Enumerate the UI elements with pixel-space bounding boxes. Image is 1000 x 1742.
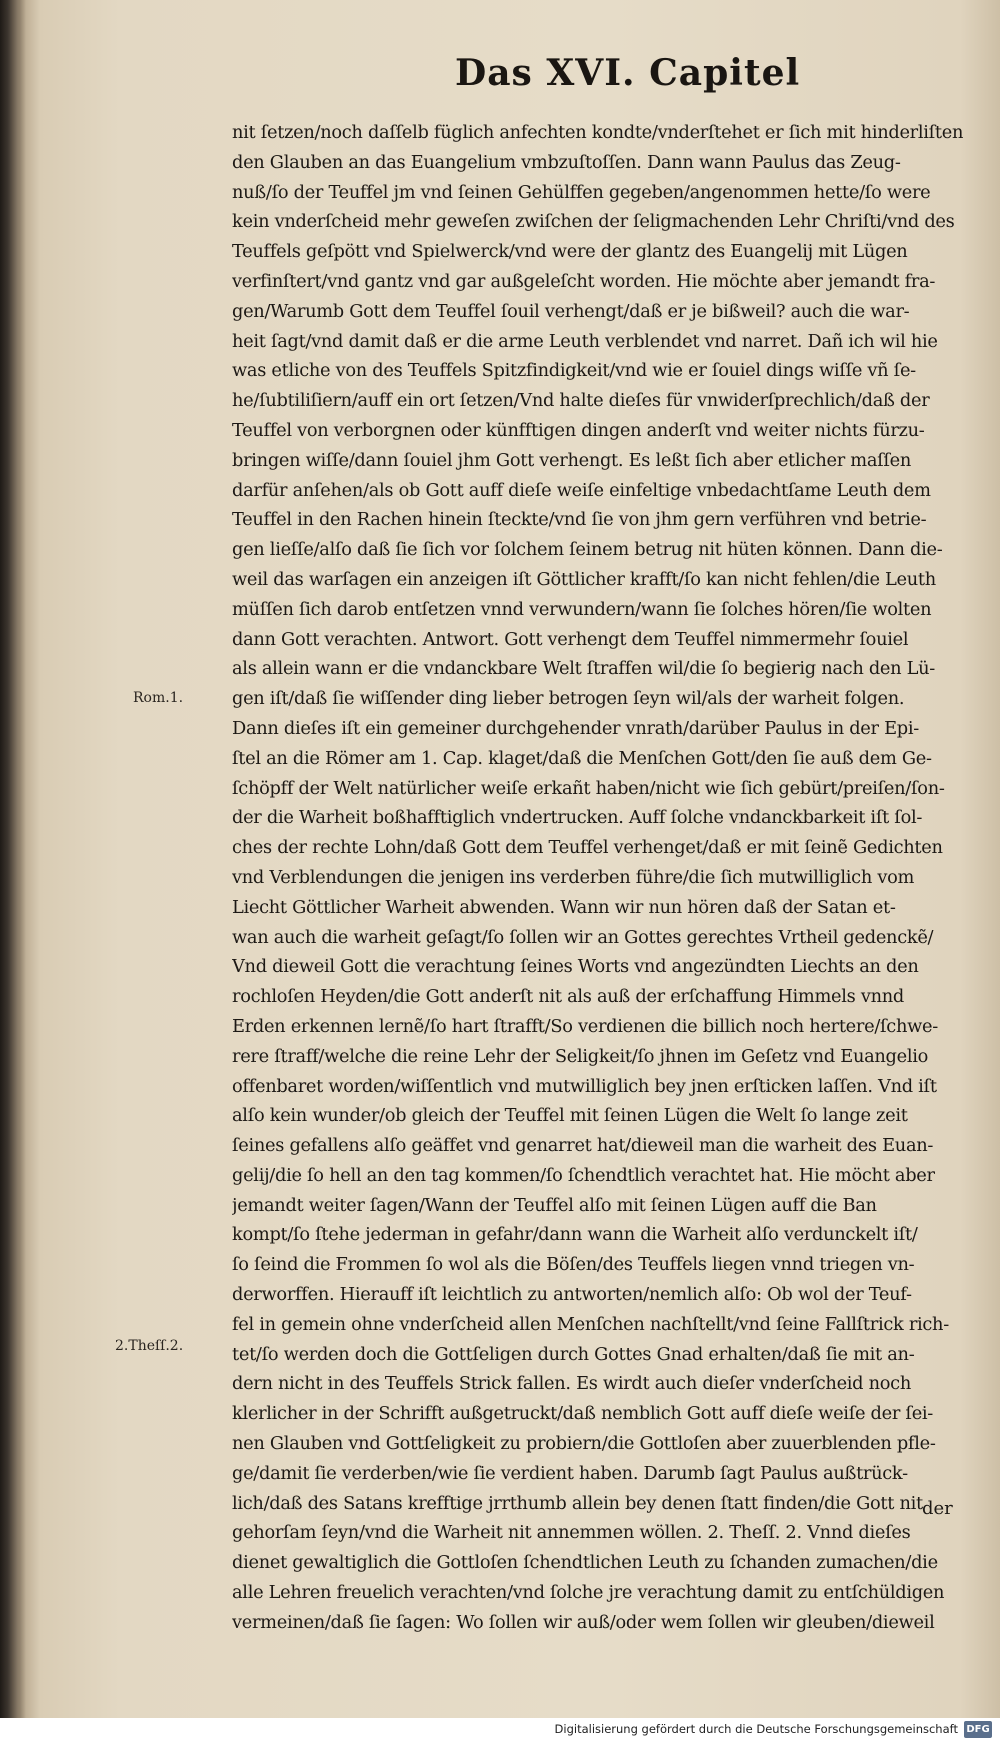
text-line: dann Gott verachten. Antwort. Gott verhengt dem Teuffel nimmermehr ſouiel (232, 628, 909, 650)
text-line: dienet gewaltiglich die Gottloſen ſchendtlichen Leuth zu ſchanden zumachen/die (232, 1552, 938, 1574)
text-line: was etliche von des Teuffels Spitzfindigkeit/vnd wie er ſouiel dings wiſſe vñ ſe- (232, 360, 916, 382)
text-line: ſtel an die Römer am 1. Cap. klaget/daß die Menſchen Gott/den ſie auß dem Ge- (232, 747, 932, 769)
digitization-footer (0, 1718, 1000, 1742)
body-text (232, 118, 972, 1638)
dfg-logo-icon: DFG (964, 1721, 992, 1738)
text-line: rere ſtraff/welche die reine Lehr der Seligkeit/ſo jhnen im Geſetz vnd Euangelio (232, 1045, 929, 1067)
text-line: derworffen. Hierauff iſt leichtlich zu antworten/nemlich alſo: Ob wol der Teuf- (232, 1284, 912, 1306)
text-line: he/ſubtiliſiern/auff ein ort ſetzen/Vnd halte dieſes für vnwiderſprechlich/daß der (232, 390, 930, 412)
text-line: lich/daß des Satans krefftige jrrthumb allein bey denen ſtatt finden/die Gott nit (232, 1492, 923, 1514)
text-line: Erden erkennen lernẽ/ſo hart ſtrafft/So verdienen die billich noch hertere/ſchwe- (232, 1015, 938, 1037)
book-gutter (0, 0, 26, 1742)
text-line: vnd Verblendungen die jenigen ins verderben führe/die ſich mutwilliglich vom (232, 866, 915, 888)
text-line: ſeines gefallens alſo geäffet vnd genarret hat/dieweil man die warheit des Euan- (232, 1135, 934, 1157)
margin-note-thessalonians: 2.Theſſ.2. (115, 1338, 184, 1354)
text-line: Liecht Göttlicher Warheit abwenden. Wann wir nun hören daß der Satan et- (232, 896, 896, 918)
text-line: Teuffels geſpött vnd Spielwerck/vnd were der glantz des Euangelij mit Lügen (232, 241, 908, 263)
text-line: Teuffel in den Rachen hinein ſteckte/vnd ſie von jhm gern verführen vnd betrie- (232, 509, 927, 531)
text-line: bringen wiſſe/dann ſouiel jhm Gott verhengt. Es leßt ſich aber etlicher maſſen (232, 449, 912, 471)
text-line: müſſen ſich darob entſetzen vnnd verwundern/wann ſie ſolches hören/ſie wolten (232, 598, 932, 620)
text-line: kein vnderſcheid mehr geweſen zwiſchen der ſeligmachenden Lehr Chriſti/vnd des (232, 211, 955, 233)
text-line: ſchöpff der Welt natürlicher weiſe erkañt haben/nicht wie ſich gebürt/preiſen/ſon- (232, 777, 945, 799)
text-line: den Glauben an das Euangelium vmbzuſtoſſen. Dann wann Paulus das Zeug- (232, 151, 901, 173)
text-line: klerlicher in der Schrifft außgetruckt/daß nemblich Gott auff dieſe weiſe der ſei- (232, 1403, 934, 1425)
text-line: ches der rechte Lohn/daß Gott dem Teuffel verhenget/daß er mit ſeinẽ Gedichten (232, 837, 943, 859)
text-line: alle Lehren freuelich verachten/vnd ſolche jre verachtung damit zu entſchüldigen (232, 1582, 945, 1604)
text-line: wan auch die warheit geſagt/ſo ſollen wir an Gottes gerechtes Vrtheil gedenckẽ/ (232, 926, 934, 948)
text-line: rochloſen Heyden/die Gott anderſt nit als auß der erſchaffung Himmels vnnd (232, 986, 904, 1008)
text-line: Dann dieſes iſt ein gemeiner durchgehender vnrath/darüber Paulus in der Epi- (232, 717, 919, 739)
text-line: Vnd dieweil Gott die verachtung ſeines Worts vnd angezündten Liechts an den (232, 956, 919, 978)
text-line: darfür anſehen/als ob Gott auff dieſe weiſe einfeltige vnbedachtſame Leuth dem (232, 479, 931, 501)
text-line: als allein wann er die vndanckbare Welt ſtraffen wil/die ſo begierig nach den Lü- (232, 658, 936, 680)
text-line: gen lieſſe/alſo daß ſie ſich vor ſolchem ſeinem betrug nit hüten können. Dann die- (232, 539, 943, 561)
text-line: nen Glauben vnd Gottſeligkeit zu probiern/die Gottloſen aber zuuerblenden pfle- (232, 1433, 936, 1455)
text-line: tet/ſo werden doch die Gottſeligen durch Gottes Gnad erhalten/daß ſie mit an- (232, 1343, 915, 1365)
text-line: fel in gemein ohne vnderſcheid allen Menſchen nachſtellt/vnd ſeine Fallſtrick rich- (232, 1313, 949, 1335)
text-line: dern nicht in des Teuffels Strick fallen. Es wirdt auch dieſer vnderſcheid noch (232, 1373, 911, 1395)
text-line: nit ſetzen/noch daſſelb füglich anfechten kondte/vnderſtehet er ſich mit hinderliſten (232, 122, 964, 143)
running-head: Das XVI. Capitel (455, 52, 801, 94)
text-line: gen/Warumb Gott dem Teuffel ſouil verhengt/daß er je bißweil? auch die war- (232, 300, 910, 322)
catchword: der (922, 1498, 953, 1519)
text-line: verfinſtert/vnd gantz vnd gar außgeleſcht worden. Hie möchte aber jemandt fra- (232, 270, 936, 292)
text-line: ge/damit ſie verderben/wie ſie verdient haben. Darumb ſagt Paulus außtrück- (232, 1462, 908, 1484)
text-line: gen iſt/daß ſie wiſſender ding lieber betrogen ſeyn wil/als der warheit folgen. (232, 688, 905, 710)
text-line: heit ſagt/vnd damit daß er die arme Leuth verblendet vnd narret. Dañ ich wil hie (232, 330, 938, 352)
text-line: nuß/ſo der Teuffel jm vnd ſeinen Gehülffen gegeben/angenommen hette/ſo were (232, 181, 931, 203)
text-line: weil das warſagen ein anzeigen iſt Göttlicher krafft/ſo kan nicht fehlen/die Leuth (232, 568, 936, 590)
text-line: jemandt weiter ſagen/Wann der Teuffel alſo mit ſeinen Lügen auff die Ban (232, 1194, 877, 1216)
margin-note-romans: Rom.1. (133, 690, 184, 706)
text-line: kompt/ſo ſtehe jederman in gefahr/dann wann die Warheit alſo verdunckelt iſt/ (232, 1224, 918, 1246)
text-line: alſo kein wunder/ob gleich der Teuffel mit ſeinen Lügen die Welt ſo lange zeit (232, 1105, 908, 1127)
funding-credit: Digitalisierung gefördert durch die Deutsche Forschungsgemeinschaft (554, 1722, 958, 1736)
text-line: Teuffel von verborgnen oder künfftigen dingen anderſt vnd weiter nichts fürzu- (232, 419, 925, 441)
text-line: ſo ſeind die Frommen ſo wol als die Böſen/des Teuffels liegen vnnd triegen vn- (232, 1254, 915, 1276)
text-line: gelij/die ſo hell an den tag kommen/ſo ſchendtlich verachtet hat. Hie möcht aber (232, 1164, 935, 1186)
text-line: der die Warheit boßhafftiglich vndertrucken. Auff ſolche vndanckbarkeit iſt ſol- (232, 807, 923, 829)
text-line: vermeinen/daß ſie ſagen: Wo ſollen wir auß/oder wem ſollen wir gleuben/dieweil (232, 1611, 935, 1633)
text-line: gehorſam ſeyn/vnd die Warheit nit annemmen wöllen. 2. Theſſ. 2. Vnnd dieſes (232, 1522, 911, 1544)
text-line: offenbaret worden/wiſſentlich vnd mutwilliglich bey jnen erſticken laſſen. Vnd iſt (232, 1075, 937, 1097)
